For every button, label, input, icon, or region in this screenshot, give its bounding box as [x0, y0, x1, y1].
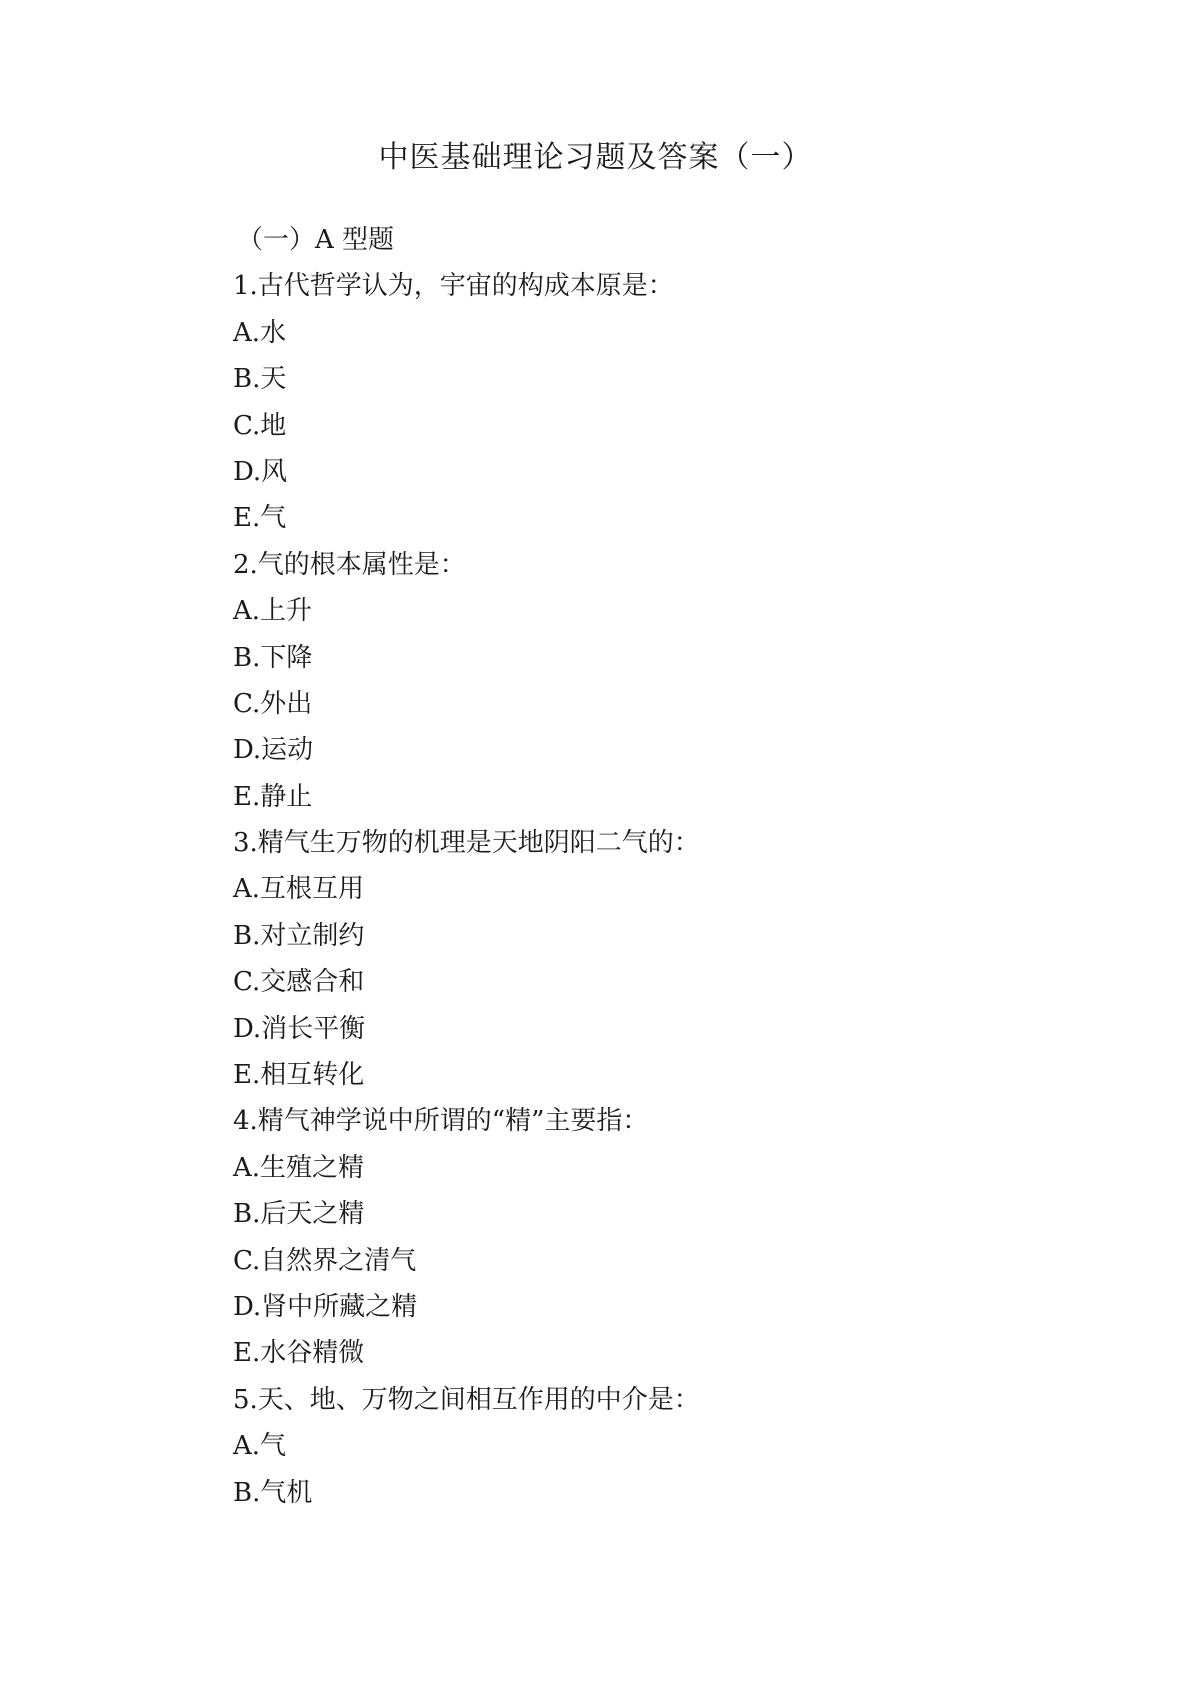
answer-option: C.自然界之清气	[233, 1245, 417, 1276]
question-stem: 3.精气生万物的机理是天地阴阳二气的：	[233, 828, 700, 859]
question-stem: 4.精气神学说中所谓的“精”主要指：	[233, 1106, 649, 1137]
answer-option: D.消长平衡	[233, 1013, 366, 1044]
question-stem: 2.气的根本属性是：	[233, 549, 466, 580]
answer-option: C.地	[233, 410, 287, 441]
answer-option: B.气机	[233, 1477, 313, 1508]
answer-option: B.对立制约	[233, 920, 365, 951]
answer-option: E.相互转化	[233, 1060, 365, 1091]
answer-option: A.气	[233, 1431, 287, 1462]
answer-option: A.水	[233, 317, 287, 348]
answer-option: E.静止	[233, 781, 313, 812]
answer-option: A.互根互用	[233, 874, 365, 905]
answer-option: D.肾中所藏之精	[233, 1291, 418, 1322]
question-stem: 1.古代哲学认为，宇宙的构成本原是：	[233, 271, 674, 302]
answer-option: B.后天之精	[233, 1199, 365, 1230]
answer-option: C.交感合和	[233, 967, 365, 998]
answer-option: B.天	[233, 364, 287, 395]
answer-option: A.上升	[233, 596, 313, 627]
section-heading: （一）A 型题	[237, 225, 395, 255]
answer-option: D.风	[233, 456, 288, 487]
answer-option: C.外出	[233, 688, 313, 719]
answer-option: B.下降	[233, 642, 313, 673]
question-stem: 5.天、地、万物之间相互作用的中介是：	[233, 1384, 700, 1415]
document-body	[233, 217, 1053, 1516]
document-title: 中医基础理论习题及答案（一）	[378, 140, 813, 175]
answer-option: E.水谷精微	[233, 1338, 365, 1369]
answer-option: E.气	[233, 503, 287, 534]
answer-option: D.运动	[233, 735, 314, 766]
answer-option: A.生殖之精	[233, 1152, 365, 1183]
